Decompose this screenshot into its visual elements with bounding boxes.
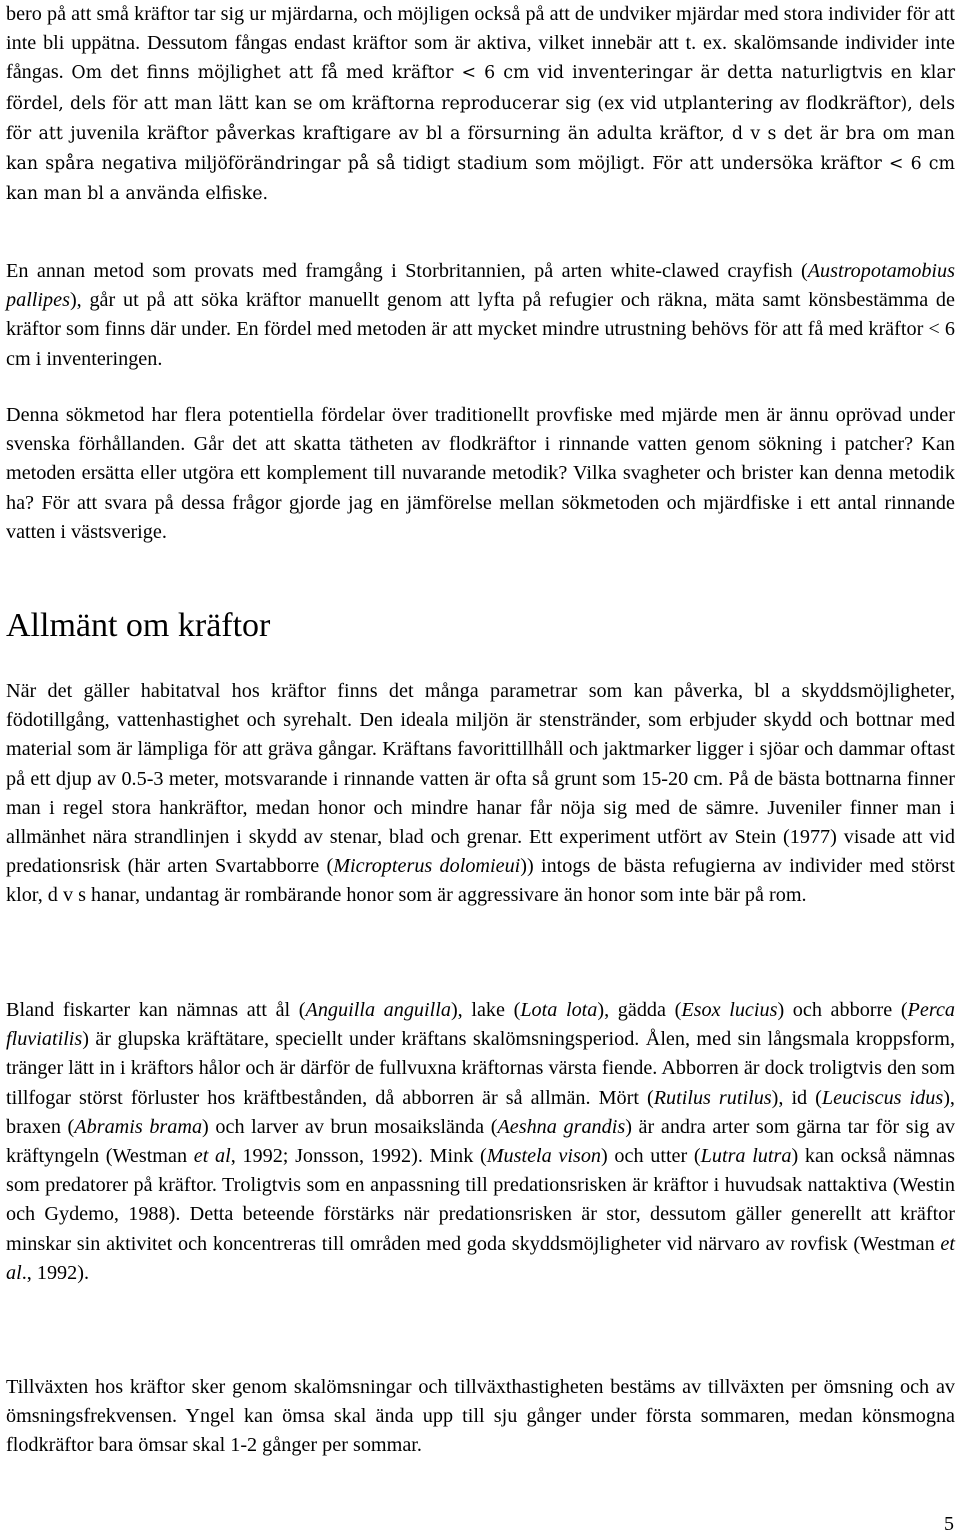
paragraph-predators-text: ) och larver av brun mosaikslända (: [202, 1115, 498, 1138]
paragraph-predators-text: ), id (: [771, 1086, 822, 1109]
species-name: Anguilla anguilla: [305, 999, 451, 1021]
paragraph-predators-text: ), gädda (: [597, 999, 682, 1021]
citation-et-al: et al: [6, 1232, 955, 1284]
paragraph-predators-text: ) kan också nämnas som predatorer på kräftor. Troligtvis som en anpassning till predationsrisken är kräftor i huvudsak nattaktiva (Westin och Gydemo, 1988). Detta beteende förstärks när predationsrisken är stor, dessutom gäller generellt att kräftor minskar sin aktivitet och koncentreras till områden med goda skyddsmöjligheter vid närvaro av rovfisk (Westman: [6, 1145, 955, 1255]
species-name: Mustela vison: [486, 1145, 602, 1168]
paragraph-predators-text: ) och utter (: [601, 1145, 701, 1168]
paragraph-method-text-b: ), går ut på att söka kräftor manuellt genom att lyfta på refugier och räkna, mäta samt könsbestämma de kräftor som finns där under. En fördel med metoden är att mycket mindre utrustning behövs för att få med kräftor < 6 cm i inventeringen.: [6, 289, 955, 370]
species-name: Aeshna grandis: [497, 1115, 626, 1138]
paragraph-predators-text: ., 1992).: [21, 1261, 89, 1284]
species-name: Austropotamobius pallipes: [6, 260, 955, 312]
paragraph-method-text-a: En annan metod som provats med framgång i Storbritannien, på arten white-clawed crayfish (: [6, 260, 808, 282]
species-name: Esox lucius: [681, 999, 778, 1021]
paragraph-predators: [6, 996, 955, 1288]
paragraph-method: [6, 257, 955, 374]
paragraph-intro-serif-text: bero på att små kräftor tar sig ur mjärdarna, och möjligen också på att de undviker mjärdar med stora individer för att inte bli uppätna. Dessutom fångas endast kräftor som är aktiva, vilket innebär att t. ex. skalömsande individer inte fångas.: [6, 3, 955, 84]
paragraph-habitat-text-b: )) intogs de bästa refugierna av individer med störst klor, d v s hanar, undantag är rombärande honor som är aggressivare än honor som inte bär på rom.: [6, 855, 955, 907]
species-name: Lutra lutra: [700, 1145, 792, 1168]
paragraph-predators-text: ), lake (: [450, 999, 521, 1021]
paragraph-predators-text: Bland fiskarter kan nämnas att ål (: [6, 999, 306, 1021]
species-name: Leuciscus idus: [821, 1086, 944, 1109]
species-name: Lota lota: [520, 999, 598, 1021]
species-name: Abramis brama: [74, 1115, 203, 1138]
paragraph-intro-sans-text: Om det finns möjlighet att få med kräftor < 6 cm vid inventeringar är detta naturligtvis en klar fördel, dels för att man lätt kan se om kräftorna reproducerar sig (ex vid utplantering av flodkräftor), dels för att juvenila kräftor påverkas kraftigare av bl a försurning än adulta kräftor, d v s det är bra om man kan spåra negativa miljöförändringar på så tidigt stadium som möjligt. För att undersöka kräftor < 6 cm kan man bl a använda elfiske.: [6, 63, 956, 205]
species-name: Rutilus rutilus: [653, 1086, 772, 1109]
paragraph-predators-text: ) och abborre (: [777, 999, 908, 1021]
paragraph-habitat-text-a: När det gäller habitatval hos kräftor finns det många parametrar som kan påverka, bl a skyddsmöjligheter, födotillgång, vattenhastighet och syrehalt. Den ideala miljön är stenstränder, som erbjuder skydd och bottnar med material som är lämpliga för att gräva gångar. Kräftans favorittillhåll och jaktmarker ligger i sjöar och dammar oftast på ett djup av 0.5-3 meter, motsvarande i rinnande vatten är ofta så grunt som 15-20 cm. På de bästa bottnarna finner man i regel stora hankräftor, medan honor och mindre hanar får nöja sig med de sämre. Juveniler finner man i allmänhet nära strandlinjen i skydd av stenar, blad och grenar. Ett experiment utfört av Stein (1977) visade att vid predationsrisk (här arten Svartabborre (: [6, 680, 955, 878]
paragraph-predators-text: , 1992; Jonsson, 1992). Mink (: [230, 1145, 487, 1168]
paragraph-habitat: [6, 677, 955, 911]
species-name: Perca fluviatilis: [6, 999, 955, 1051]
paragraph-predators-text: ), braxen (: [6, 1086, 955, 1138]
paragraph-predators-text: ) är andra arter som gärna tar för sig av kräftyngeln (Westman: [6, 1115, 956, 1168]
paragraph-search-method: Denna sökmetod har flera potentiella fördelar över traditionellt provfiske med mjärde men är ännu oprövad under svenska förhållanden. Går det att skatta tätheten av flodkräftor i rinnande vatten genom sökning i patcher? Kan metoden ersätta eller utgöra ett komplement till nuvarande metodik? Vilka svagheter och brister kan denna metodik ha? För att svara på dessa frågor gjorde jag en jämförelse mellan sökmetoden och mjärdfiske i ett antal rinnande vatten i västsverige.: [6, 404, 955, 543]
paragraph-predators-text: ) är glupska kräftätare, speciellt under kräftans skalömsningsperiod. Ålen, med sin långsmala kroppsform, tränger lätt in i kräftors hålor och är därför de fullvuxna kräftornas värsta fiende. Abborren är dock troligtvis den som tillfogar störst förluster hos kräftbestånden, då abborren är så allmän. Mört (: [6, 1028, 955, 1109]
citation-et-al: et al: [193, 1145, 231, 1168]
page-number: 5: [944, 1513, 954, 1535]
paragraph-intro: [6, 0, 955, 209]
section-heading: Allmänt om kräftor: [6, 607, 271, 644]
species-name: Micropterus dolomieui: [333, 855, 521, 878]
paragraph-growth: Tillväxten hos kräftor sker genom skalömsningar och tillväxthastigheten bestäms av tillväxten per ömsning och av ömsningsfrekvensen. Yngel kan ömsa skal ända upp till sju gånger under första sommaren, medan könsmogna flodkräftor bara ömsar skal 1-2 gånger per sommar.: [6, 1376, 955, 1457]
